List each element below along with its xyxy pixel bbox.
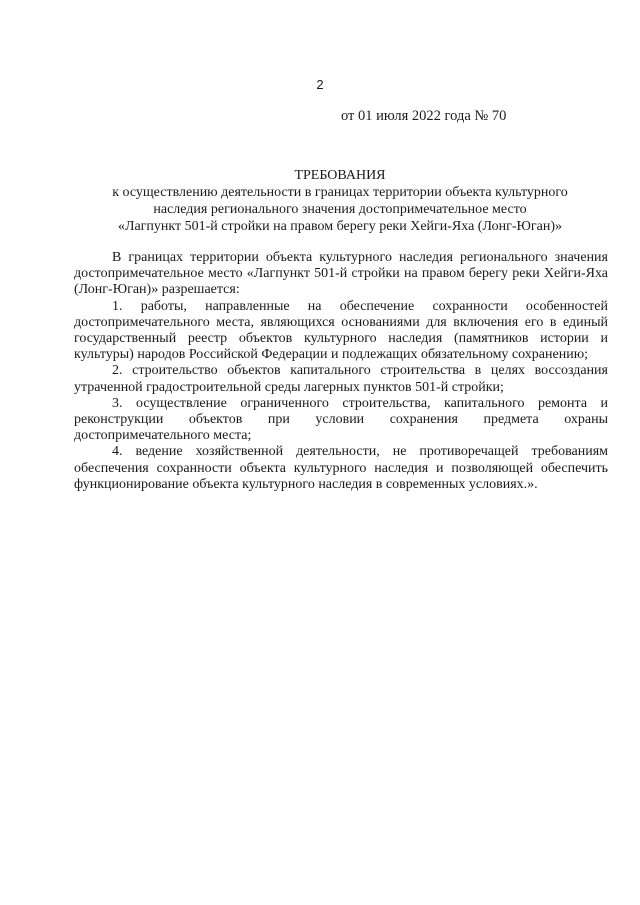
- title-heading: ТРЕБОВАНИЯ: [294, 168, 386, 183]
- title-line: к осуществлению деятельности в границах территории объекта культурного: [112, 185, 568, 200]
- list-item-3: 3. осуществление ограниченного строительства, капитального ремонта и реконструкции объектов при условии сохранения предмета охраны достопримечательного места;: [74, 395, 608, 444]
- list-item-2: 2. строительство объектов капитального строительства в целях воссоздания утраченной градостроительной среды лагерных пунктов 501-й стройки;: [74, 363, 608, 395]
- document-title: [60, 167, 620, 235]
- title-line: «Лагпункт 501-й стройки на правом берегу реки Хейги-Яха (Лонг-Юган)»: [117, 219, 563, 234]
- intro-paragraph: В границах территории объекта культурного наследия регионального значения достопримечательное место «Лагпункт 501-й стройки на правом берегу реки Хейги-Яха (Лонг-Юган)» разрешается:: [74, 250, 608, 298]
- page-number: 2: [316, 77, 324, 92]
- list-item-4: 4. ведение хозяйственной деятельности, не противоречащей требованиям обеспечения сохранности объекта культурного наследия и позволяющей обеспечить функционирование объекта культурного наследия в современных условиях.».: [74, 444, 608, 492]
- title-line: наследия регионального значения достопримечательное место: [153, 202, 527, 217]
- document-body: [74, 250, 608, 493]
- document-reference: от 01 июля 2022 года № 70: [341, 108, 507, 124]
- list-item-1: 1. работы, направленные на обеспечение сохранности особенностей достопримечательного места, являющихся основаниями для включения его в единый государственный реестр объектов культурного наследия (памятников истории и культуры) народов Российской Федерации и подлежащих обязательному сохранению;: [74, 298, 608, 363]
